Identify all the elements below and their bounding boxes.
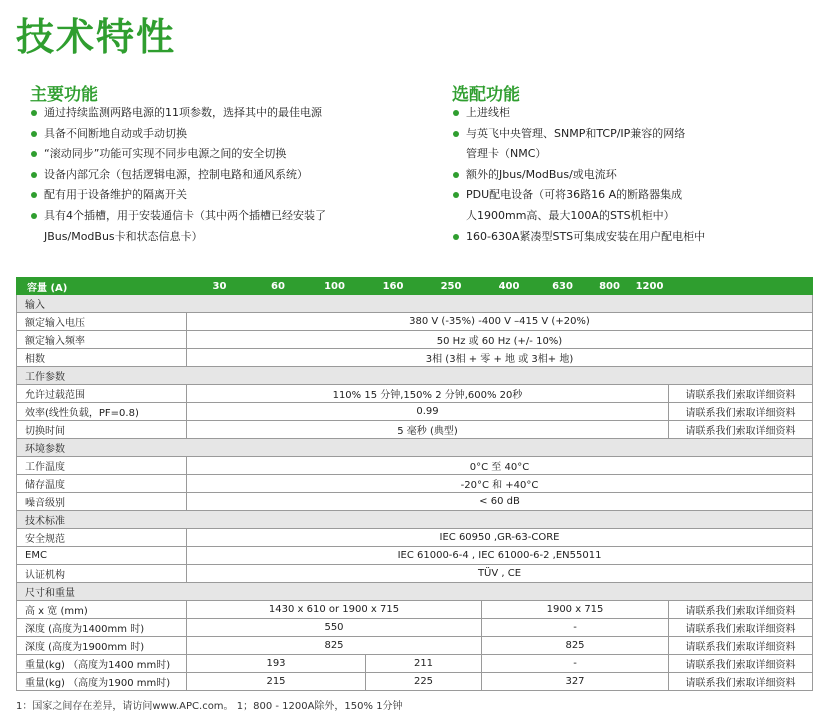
header-blank <box>669 278 813 295</box>
list-item: 额外的Jbus/ModBus/或电流环 <box>452 165 822 186</box>
row-value: 211 <box>366 655 482 673</box>
bullet-icon <box>31 151 37 157</box>
bullet-icon <box>453 110 459 116</box>
group-env: 环境参数 <box>17 439 813 457</box>
row-label: 额定输入频率 <box>17 331 187 349</box>
contact-note: 请联系我们索取详细资料 <box>669 421 813 439</box>
group-row <box>17 511 813 529</box>
table-row <box>17 457 813 475</box>
capacity-label: 容量 (A) <box>17 278 187 295</box>
row-value: 225 <box>366 673 482 691</box>
main-features-list <box>30 103 430 247</box>
row-value: -20°C 和 +40°C <box>187 475 813 493</box>
row-value: 0.99 <box>187 403 669 421</box>
footnote: 1：国家之间存在差异，请访问www.APC.com。 1；800 - 1200A除外，150% 1分钟 <box>16 701 403 712</box>
row-value: IEC 60950 ,GR-63-CORE <box>187 529 813 547</box>
row-value: 215 <box>187 673 366 691</box>
table-header-row <box>17 278 813 295</box>
row-label: 效率(线性负载，PF=0.8) <box>17 403 187 421</box>
table-row <box>17 349 813 367</box>
bullet-icon <box>31 110 37 116</box>
table-row <box>17 313 813 331</box>
contact-note: 请联系我们索取详细资料 <box>669 385 813 403</box>
row-value: 327 <box>482 673 669 691</box>
row-label: 噪音级别 <box>17 493 187 511</box>
capacity-1200: 1200 <box>631 278 669 295</box>
list-item: 上进线柜 <box>452 103 822 124</box>
table-row <box>17 637 813 655</box>
row-label: 深度 (高度为1400mm 时) <box>17 619 187 637</box>
row-label: 储存温度 <box>17 475 187 493</box>
table-row <box>17 565 813 583</box>
list-item: 160-630A紧凑型STS可集成安装在用户配电柜中 <box>452 227 822 248</box>
row-value: 825 <box>482 637 669 655</box>
table-row <box>17 421 813 439</box>
row-value: 550 <box>187 619 482 637</box>
group-row <box>17 583 813 601</box>
list-item-continuation: JBus/ModBus卡和状态信息卡） <box>44 229 203 243</box>
row-value: 110% 15 分钟,150% 2 分钟,600% 20秒 <box>187 385 669 403</box>
optional-features-title: 选配功能 <box>452 85 520 105</box>
bullet-icon <box>453 234 459 240</box>
table-row <box>17 673 813 691</box>
list-item: 具备不间断地自动或手动切换 <box>30 124 430 145</box>
row-value: 1430 x 610 or 1900 x 715 <box>187 601 482 619</box>
row-value: - <box>482 619 669 637</box>
list-item: PDU配电设备（可将36路16 A的断路器集成 <box>452 185 822 206</box>
row-value: IEC 61000-6-4 , IEC 61000-6-2 ,EN55011 <box>187 547 813 565</box>
bullet-icon <box>453 192 459 198</box>
contact-note: 请联系我们索取详细资料 <box>669 673 813 691</box>
row-value: TÜV , CE <box>187 565 813 583</box>
row-value: - <box>482 655 669 673</box>
table-row <box>17 529 813 547</box>
capacity-100: 100 <box>304 278 366 295</box>
row-label: 安全规范 <box>17 529 187 547</box>
group-row <box>17 295 813 313</box>
group-work: 工作参数 <box>17 367 813 385</box>
table-row <box>17 655 813 673</box>
row-value: 193 <box>187 655 366 673</box>
table-row <box>17 331 813 349</box>
table-row <box>17 601 813 619</box>
capacity-250: 250 <box>421 278 482 295</box>
table-row <box>17 493 813 511</box>
row-value: 3相 (3相 + 零 + 地 或 3相+ 地) <box>187 349 813 367</box>
contact-note: 请联系我们索取详细资料 <box>669 655 813 673</box>
row-label: 切换时间 <box>17 421 187 439</box>
spec-table <box>16 277 813 691</box>
row-value: 380 V (-35%) -400 V –415 V (+20%) <box>187 313 813 331</box>
table-row <box>17 619 813 637</box>
row-value: < 60 dB <box>187 493 813 511</box>
group-row <box>17 367 813 385</box>
capacity-30: 30 <box>187 278 253 295</box>
list-item: 通过持续监测两路电源的11项参数，选择其中的最佳电源 <box>30 103 430 124</box>
list-item-continuation: 人1900mm高、最大100A的STS机柜中） <box>466 208 675 222</box>
page-title: 技术特性 <box>16 15 177 59</box>
bullet-icon <box>453 131 459 137</box>
list-item: 与英飞中央管理、SNMP和TCP/IP兼容的网络 <box>452 124 822 145</box>
group-size: 尺寸和重量 <box>17 583 813 601</box>
group-tech: 技术标准 <box>17 511 813 529</box>
row-label: EMC <box>17 547 187 565</box>
row-value: 825 <box>187 637 482 655</box>
list-item: 设备内部冗余（包括逻辑电源，控制电路和通风系统） <box>30 165 430 186</box>
capacity-160: 160 <box>366 278 421 295</box>
contact-note: 请联系我们索取详细资料 <box>669 637 813 655</box>
row-value: 0°C 至 40°C <box>187 457 813 475</box>
optional-features-list <box>452 103 822 247</box>
capacity-60: 60 <box>253 278 304 295</box>
row-label: 高 x 宽 (mm) <box>17 601 187 619</box>
row-label: 重量(kg) （高度为1900 mm时) <box>17 673 187 691</box>
capacity-630: 630 <box>537 278 589 295</box>
group-row <box>17 439 813 457</box>
contact-note: 请联系我们索取详细资料 <box>669 619 813 637</box>
list-item-continuation: 管理卡（NMC） <box>466 147 547 161</box>
row-label: 认证机构 <box>17 565 187 583</box>
capacity-400: 400 <box>482 278 537 295</box>
bullet-icon <box>31 172 37 178</box>
row-label: 工作温度 <box>17 457 187 475</box>
list-item: 具有4个插槽，用于安装通信卡（其中两个插槽已经安装了 <box>30 206 430 227</box>
row-label: 相数 <box>17 349 187 367</box>
row-label: 允许过载范围 <box>17 385 187 403</box>
capacity-800: 800 <box>589 278 631 295</box>
main-features-title: 主要功能 <box>30 85 98 105</box>
contact-note: 请联系我们索取详细资料 <box>669 403 813 421</box>
table-row <box>17 385 813 403</box>
bullet-icon <box>31 192 37 198</box>
row-value: 5 毫秒 (典型) <box>187 421 669 439</box>
list-item: 配有用于设备维护的隔离开关 <box>30 185 430 206</box>
bullet-icon <box>31 213 37 219</box>
row-label: 重量(kg) （高度为1400 mm时) <box>17 655 187 673</box>
group-input: 输入 <box>17 295 813 313</box>
bullet-icon <box>453 172 459 178</box>
bullet-icon <box>31 131 37 137</box>
row-label: 深度 (高度为1900mm 时) <box>17 637 187 655</box>
table-row <box>17 475 813 493</box>
table-row <box>17 403 813 421</box>
contact-note: 请联系我们索取详细资料 <box>669 601 813 619</box>
row-value: 50 Hz 或 60 Hz (+/- 10%) <box>187 331 813 349</box>
list-item: “滚动同步”功能可实现不同步电源之间的安全切换 <box>30 144 430 165</box>
row-value: 1900 x 715 <box>482 601 669 619</box>
row-label: 额定输入电压 <box>17 313 187 331</box>
table-row <box>17 547 813 565</box>
